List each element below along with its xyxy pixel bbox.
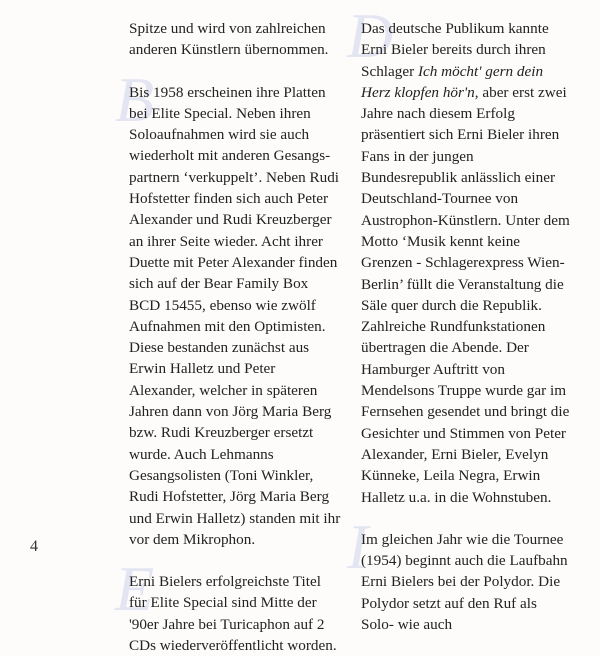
dropcap-e: E	[115, 553, 155, 625]
right-column	[347, 0, 573, 635]
paragraph-polydor: I Im gleichen Jahr wie die Tournee (1954) beginnt auch die Laufbahn Erni Bielers bei der Polydor. Die Polydor setzt auf den Ruf als Solo- wie auch	[347, 510, 568, 634]
dropcap-i: I	[347, 510, 369, 582]
dropcap-d: D	[347, 0, 394, 71]
song-title: Ich möcht' gern dein Herz klopfen hör'n	[361, 62, 544, 101]
page-number: 4	[30, 538, 38, 555]
dropcap-b: B	[115, 63, 155, 135]
left-column	[115, 18, 341, 656]
paragraph-turicaphon: E Erni Bielers erfolgreichste Titel für Elite Special sind Mitte der '90er Jahre bei Turicaphon auf 2 CDs wiederveröffentlicht worden.	[115, 553, 337, 655]
paragraph-tour: D Das deutsche Publikum kannte Erni Bieler bereits durch ihren Schlager Ich möcht' gern dein Herz klopfen hör'n, aber erst zwei Jahre nach diesem Erfolg präsentiert sich Erni Bieler ihren Fans in der jungen Bundesrepublik anlässlich einer Deutschland-Tournee von Austrophon-Künstlern. Unter dem Motto ‘Musik kennt keine Grenzen - Schlagerexpress Wien-Berlin’ füllt die Veranstaltung die Säle quer durch die Republik. Zahlreiche Rundfunkstationen übertragen die Abende. Der Hamburger Auftritt von Mendelsons Truppe wurde gar im Fernsehen gesendet und bringt die Gesichter und Stimmen von Peter Alexander, Erni Bieler, Evelyn Künneke, Leila Negra, Erwin Halletz u.a. in die Wohnstuben.	[347, 0, 570, 506]
paragraph-intro: Spitze und wird von zahlreichen anderen Künstlern übernommen.	[129, 20, 329, 59]
paragraph-elite-special: B Bis 1958 erscheinen ihre Platten bei Elite Special. Neben ihren Soloaufnahmen wird sie auch wiederholt mit anderen Gesangs-partnern ‘verkuppelt’. Neben Rudi Hofstetter finden sich auch Peter Alexander und Rudi Kreuzberger an ihrer Seite wieder. Acht ihrer Duette mit Peter Alexander finden sich auf der Bear Family Box BCD 15455, ebenso wie zwölf Aufnahmen mit den Optimisten. Diese bestanden zunächst aus Erwin Halletz und Peter Alexander, welcher in späteren Jahren dann von Jörg Maria Berg bzw. Rudi Kreuzberger ersetzt wurde. Auch Lehmanns Gesangsolisten (Toni Winkler, Rudi Hofstetter, Jörg Maria Berg und Erwin Halletz) standen mit ihr vor dem Mikrophon.	[115, 63, 341, 548]
